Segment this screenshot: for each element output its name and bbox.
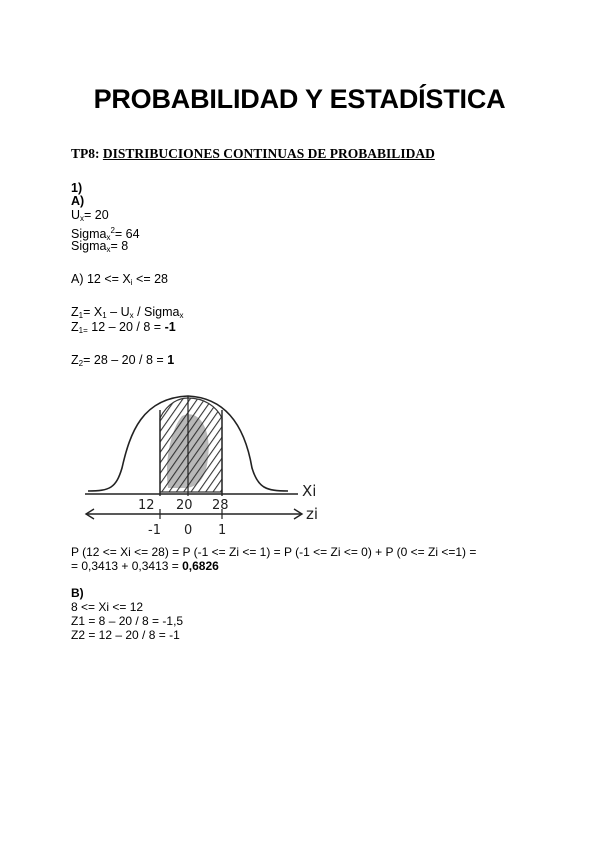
z-tick-1: 1 — [218, 523, 227, 538]
z2-calc-line: $Z_2= 28 - 20 / 8 = 1$ — [71, 353, 175, 368]
mean-line: $U_x= 20$ — [71, 208, 109, 223]
practice-subtitle — [71, 146, 435, 162]
part-b-z1: Z1 = 8 – 20 / 8 = -1,5 — [71, 614, 184, 628]
part-b-range: 8 <= Xi <= 12 — [71, 600, 144, 614]
variance-line: Sigma$_x^2$= 64 — [71, 226, 140, 242]
subtitle-topic: DISTRIBUCIONES CONTINUAS DE PROBABILIDAD — [102, 146, 435, 161]
part-b-label: B) — [71, 586, 84, 600]
z-tick-minus1: -1 — [148, 523, 161, 538]
z-formula-line: $Z_1= X_1 - U_x$ / Sigma$_x$ — [71, 305, 184, 320]
z1-calc-line: $Z_{1=}$ 12 – 20 / 8 = -1 — [71, 320, 176, 335]
range-a-line: A) $12 <= X_i <= 28$ — [71, 272, 168, 287]
normal-curve-sketch — [80, 388, 340, 543]
z2-result: 1 — [167, 353, 175, 367]
z-tick-0: 0 — [184, 523, 193, 538]
z1-result: -1 — [164, 320, 176, 334]
probability-result: 0,6826 — [182, 559, 219, 573]
x-tick-20: 20 — [176, 498, 193, 513]
x-tick-12: 12 — [138, 498, 155, 513]
xi-axis-label: Xi — [302, 482, 317, 500]
std-dev-line: Sigma$_x$= 8 — [71, 239, 129, 254]
part-a-label: A) — [71, 194, 85, 208]
part-b-z2: Z2 = 12 – 20 / 8 = -1 — [71, 628, 180, 642]
probability-line-2: = 0,3413 + 0,3413 = 0,6826 — [71, 559, 219, 573]
exercise-number: 1) — [71, 181, 83, 195]
probability-line-1: P (12 <= Xi <= 28) = P (-1 <= Zi <= 1) = P (-1 <= Zi <= 0) + P (0 <= Zi <=1) = — [71, 545, 477, 559]
subtitle-prefix: TP8: — [71, 146, 100, 161]
x-tick-28: 28 — [212, 498, 229, 513]
document-title: PROBABILIDAD Y ESTADÍSTICA — [93, 84, 506, 114]
zi-axis-label: zi — [306, 505, 319, 523]
